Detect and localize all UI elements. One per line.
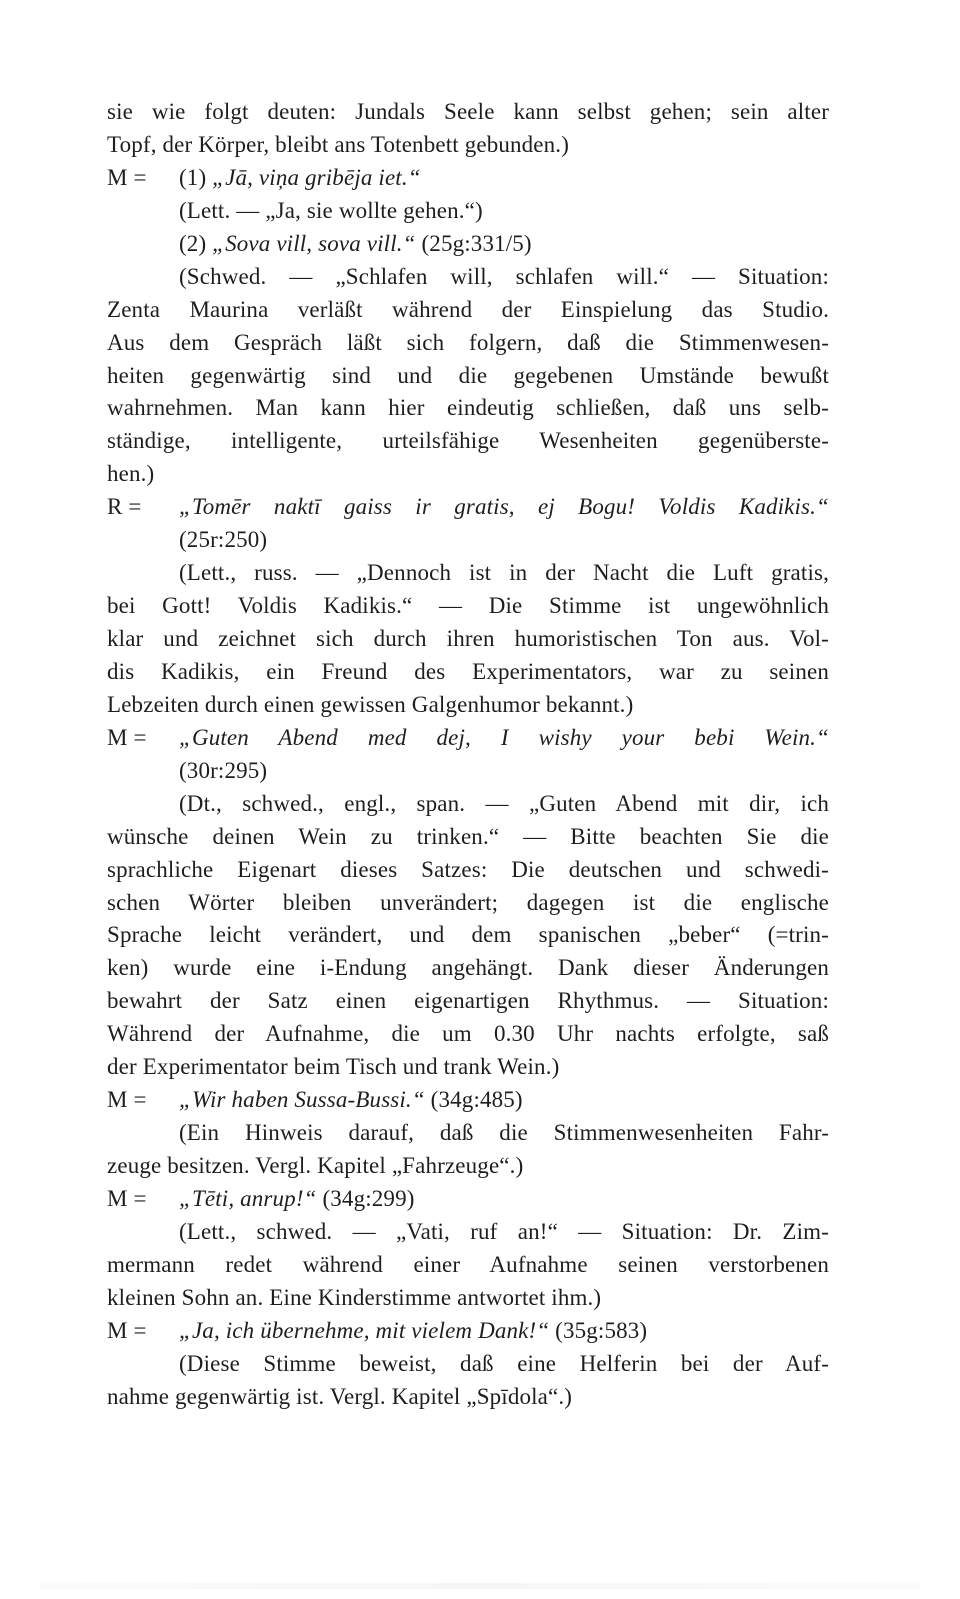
text-line bbox=[107, 1117, 829, 1150]
text-line bbox=[107, 392, 829, 425]
text-line bbox=[107, 1216, 829, 1249]
text-line bbox=[107, 195, 829, 228]
text-segment: Während der Aufnahme, die um 0.30 Uhr nachts erfolgte, saß bbox=[107, 1021, 829, 1047]
quoted-voice-text: „Wir haben Sussa-Bussi.“ bbox=[179, 1087, 425, 1113]
text-line bbox=[107, 228, 829, 261]
quoted-voice-text: „Ja, ich übernehme, mit vielem Dank!“ bbox=[179, 1317, 550, 1343]
text-segment: ken) wurde eine i-Endung angehängt. Dank dieser Änderungen bbox=[107, 955, 829, 981]
text-segment: (35g:583) bbox=[549, 1317, 648, 1343]
quoted-voice-text: „Jā, viņa gribēja iet.“ bbox=[212, 164, 421, 190]
text-line bbox=[107, 689, 829, 722]
text-line bbox=[107, 1381, 829, 1414]
text-segment: nahme gegenwärtig ist. Vergl. Kapitel „Spīdola“.) bbox=[107, 1383, 573, 1409]
scan-bleed-through bbox=[40, 1583, 920, 1589]
text-line bbox=[107, 360, 829, 393]
text-segment: (34g:485) bbox=[424, 1087, 523, 1113]
text-segment: Lebzeiten durch einen gewissen Galgenhumor bekannt.) bbox=[107, 691, 634, 717]
text-segment: sprachliche Eigenart dieses Satzes: Die deutschen und schwedi- bbox=[107, 856, 829, 882]
text-line bbox=[107, 985, 829, 1018]
text-line bbox=[107, 623, 829, 656]
text-line bbox=[107, 129, 829, 162]
speaker-label: M = bbox=[107, 1185, 147, 1211]
text-line bbox=[107, 1051, 829, 1084]
text-line bbox=[107, 919, 829, 952]
quoted-voice-text: „Guten Abend med dej, I wishy your bebi Wein.“ bbox=[179, 724, 829, 750]
speaker-label: R = bbox=[107, 494, 142, 520]
text-line bbox=[107, 656, 829, 689]
text-line bbox=[107, 854, 829, 887]
text-segment: sie wie folgt deuten: Jundals Seele kann selbst gehen; sein alter bbox=[107, 99, 829, 124]
speaker-label: M = bbox=[107, 1087, 147, 1113]
text-line bbox=[107, 821, 829, 854]
text-segment: (Dt., schwed., engl., span. — „Guten Abend mit dir, ich bbox=[179, 790, 829, 816]
page-text-block bbox=[107, 96, 829, 1414]
entry-line bbox=[107, 722, 829, 755]
text-segment: (25g:331/5) bbox=[415, 230, 532, 256]
text-segment: (Lett., schwed. — „Vati, ruf an!“ — Situation: Dr. Zim- bbox=[179, 1218, 829, 1244]
text-line bbox=[107, 1150, 829, 1183]
text-segment: wahrnehmen. Man kann hier eindeutig schließen, daß uns selb- bbox=[107, 395, 829, 421]
entry-line bbox=[107, 162, 829, 195]
text-segment: schen Wörter bleiben unverändert; dagegen ist die englische bbox=[107, 889, 829, 915]
text-line bbox=[107, 458, 829, 491]
text-line bbox=[107, 887, 829, 920]
text-segment: dis Kadikis, ein Freund des Experimentators, war zu seinen bbox=[107, 658, 829, 684]
entry-line bbox=[107, 1183, 829, 1216]
quoted-voice-text: „Tomēr naktī gaiss ir gratis, ej Bogu! Voldis Kadikis.“ bbox=[179, 494, 829, 520]
quoted-voice-text: „Sova vill, sova vill.“ bbox=[212, 230, 416, 256]
text-line bbox=[107, 788, 829, 821]
text-segment: Topf, der Körper, bleibt ans Totenbett gebunden.) bbox=[107, 131, 570, 157]
speaker-label: M = bbox=[107, 1317, 147, 1343]
text-line bbox=[107, 294, 829, 327]
text-segment: (Lett., russ. — „Dennoch ist in der Nacht die Luft gratis, bbox=[179, 560, 829, 586]
entry-line bbox=[107, 1315, 829, 1348]
text-line bbox=[107, 96, 829, 129]
text-segment: (34g:299) bbox=[316, 1185, 415, 1211]
text-segment: ständige, intelligente, urteilsfähige Wesenheiten gegenüberste- bbox=[107, 428, 829, 454]
text-segment: (25r:250) bbox=[179, 527, 268, 553]
text-segment: Zenta Maurina verläßt während der Einspielung das Studio. bbox=[107, 296, 829, 322]
text-segment: kleinen Sohn an. Eine Kinderstimme antwortet ihm.) bbox=[107, 1284, 602, 1310]
text-line bbox=[107, 557, 829, 590]
text-line bbox=[107, 524, 829, 557]
text-segment: bewahrt der Satz einen eigenartigen Rhythmus. — Situation: bbox=[107, 988, 829, 1014]
text-segment: klar und zeichnet sich durch ihren humoristischen Ton aus. Vol- bbox=[107, 626, 829, 651]
text-segment: hen.) bbox=[107, 461, 155, 487]
text-line bbox=[107, 261, 829, 294]
text-segment: (Schwed. — „Schlafen will, schlafen will.“ — Situation: bbox=[179, 263, 829, 289]
text-segment: (Diese Stimme beweist, daß eine Helferin bei der Auf- bbox=[179, 1350, 829, 1376]
text-line bbox=[107, 1348, 829, 1381]
quoted-voice-text: „Tēti, anrup!“ bbox=[179, 1185, 317, 1211]
text-line bbox=[107, 755, 829, 788]
text-segment: bei Gott! Voldis Kadikis.“ — Die Stimme ist ungewöhnlich bbox=[107, 593, 829, 619]
text-segment: der Experimentator beim Tisch und trank Wein.) bbox=[107, 1054, 560, 1080]
text-line bbox=[107, 1282, 829, 1315]
text-segment: (1) bbox=[179, 164, 213, 190]
text-line bbox=[107, 327, 829, 360]
text-segment: (Ein Hinweis darauf, daß die Stimmenwesenheiten Fahr- bbox=[179, 1120, 829, 1146]
text-segment: Aus dem Gespräch läßt sich folgern, daß die Stimmenwesen- bbox=[107, 329, 829, 355]
speaker-label: M = bbox=[107, 724, 147, 750]
text-segment: Sprache leicht verändert, und dem spanischen „beber“ (=trin- bbox=[107, 922, 829, 948]
text-segment: zeuge besitzen. Vergl. Kapitel „Fahrzeuge“.) bbox=[107, 1153, 524, 1178]
text-segment: (30r:295) bbox=[179, 757, 268, 783]
text-segment: mermann redet während einer Aufnahme seinen verstorbenen bbox=[107, 1251, 829, 1277]
text-segment: heiten gegenwärtig sind und die gegebenen Umstände bewußt bbox=[107, 362, 829, 388]
text-segment: wünsche deinen Wein zu trinken.“ — Bitte beachten Sie die bbox=[107, 823, 829, 849]
text-line bbox=[107, 952, 829, 985]
text-segment: (Lett. — „Ja, sie wollte gehen.“) bbox=[179, 197, 483, 223]
entry-line bbox=[107, 1084, 829, 1117]
text-segment: (2) bbox=[179, 230, 213, 256]
entry-line bbox=[107, 491, 829, 524]
text-line bbox=[107, 425, 829, 458]
text-line bbox=[107, 1018, 829, 1051]
text-line bbox=[107, 590, 829, 623]
speaker-label: M = bbox=[107, 164, 147, 190]
text-line bbox=[107, 1249, 829, 1282]
